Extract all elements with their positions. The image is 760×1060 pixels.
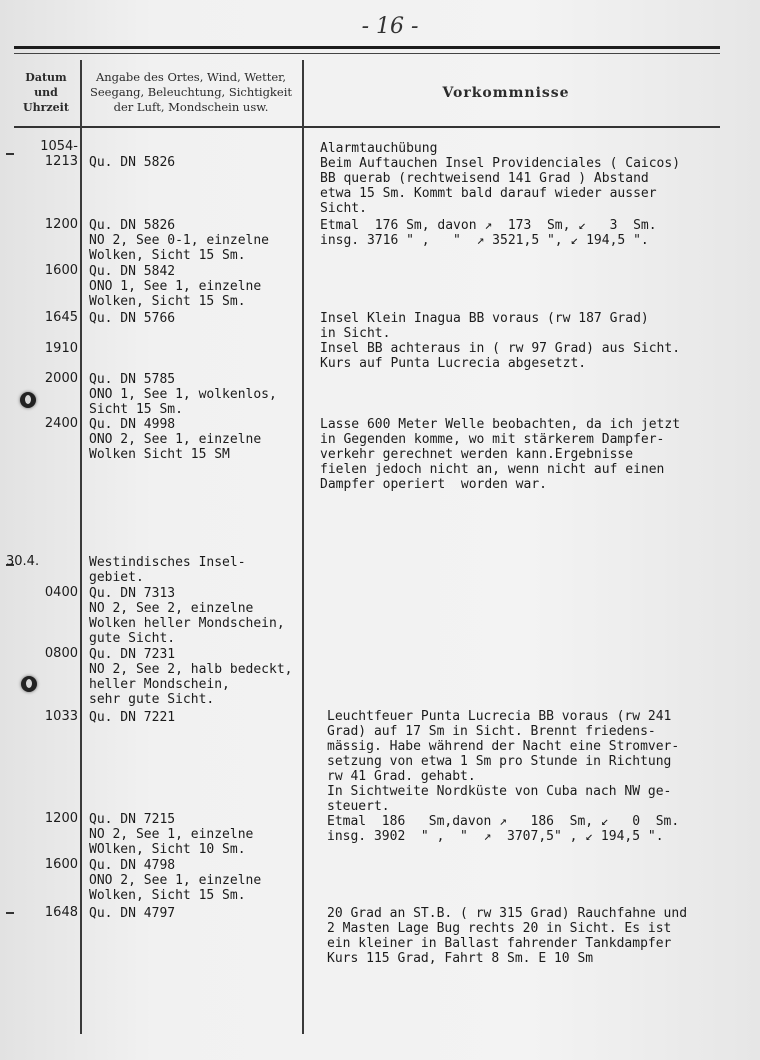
event-line: BB querab (rechtweisend 141 Grad ) Abstand — [320, 171, 649, 186]
event-line: in Gegenden komme, wo mit stärkerem Dampfer- — [320, 432, 665, 447]
event-line: Beim Auftauchen Insel Providenciales ( Caicos) — [320, 156, 681, 171]
header-angabe-line: Seegang, Beleuchtung, Sichtigkeit — [89, 85, 293, 99]
weather-line: ONO 2, See 1, einzelne — [89, 432, 262, 447]
etmal-total-line: insg. 3716 " , " ↗ 3521,5 ", ↙ 194,5 ". — [320, 233, 649, 248]
event-line: Lasse 600 Meter Welle beobachten, da ich jetzt — [320, 417, 681, 432]
moon-phase-icon — [21, 676, 37, 692]
time-entry: 1645 — [44, 310, 78, 325]
date-entry: 30.4. — [6, 554, 40, 569]
event-line: In Sichtweite Nordküste von Cuba nach NW ge- — [327, 784, 672, 799]
event-line: Dampfer operiert worden war. — [320, 477, 547, 492]
time-entry: 1213 — [44, 154, 78, 169]
header-datum-line: und — [34, 86, 58, 99]
etmal-line: Etmal 176 Sm, davon ↗ 173 Sm, ↙ 3 Sm. — [320, 218, 657, 233]
location-line: Qu. DN 4998 — [89, 417, 176, 432]
weather-line: gute Sicht. — [89, 631, 176, 646]
time-entry: 1033 — [44, 709, 78, 724]
weather-line: NO 2, See 2, einzelne — [89, 601, 254, 616]
top-rule-thin — [14, 53, 720, 54]
time-entry: 1648 — [44, 905, 78, 920]
event-line: verkehr gerechnet werden kann.Ergebnisse — [320, 447, 634, 462]
event-line: fielen jedoch nicht an, wenn nicht auf einen — [320, 462, 665, 477]
weather-line: Sicht 15 Sm. — [89, 402, 183, 417]
weather-line: Wolken, Sicht 15 Sm. — [89, 248, 246, 263]
weather-line: ONO 2, See 1, einzelne — [89, 873, 262, 888]
time-entry: 2000 — [44, 371, 78, 386]
weather-line: WOlken, Sicht 10 Sm. — [89, 842, 246, 857]
column-divider-2 — [302, 60, 304, 1034]
event-line: Sicht. — [320, 201, 367, 216]
event-line: etwa 15 Sm. Kommt bald darauf wieder ausser — [320, 186, 657, 201]
time-entry: 1200 — [44, 217, 78, 232]
weather-line: heller Mondschein, — [89, 677, 230, 692]
weather-line: ONO 1, See 1, wolkenlos, — [89, 387, 277, 402]
time-entry: 1910 — [44, 341, 78, 356]
page-number: - 16 - — [361, 14, 419, 39]
weather-line: NO 2, See 2, halb bedeckt, — [89, 662, 293, 677]
location-line: Qu. DN 7231 — [89, 647, 176, 662]
event-line: rw 41 Grad. gehabt. — [327, 769, 476, 784]
time-entry: 1600 — [44, 263, 78, 278]
etmal-line: Etmal 186 Sm,davon ↗ 186 Sm, ↙ 0 Sm. — [327, 814, 680, 829]
weather-line: NO 2, See 1, einzelne — [89, 827, 254, 842]
event-line: steuert. — [327, 799, 390, 814]
top-rule — [14, 46, 720, 49]
header-angabe-line: der Luft, Mondschein usw. — [113, 100, 269, 114]
column-divider-1 — [80, 60, 82, 1034]
event-line: setzung von etwa 1 Sm pro Stunde in Richtung — [327, 754, 672, 769]
location-line: Qu. DN 5826 — [89, 218, 176, 233]
location-line: gebiet. — [89, 570, 144, 585]
header-datum — [14, 70, 78, 115]
etmal-total-line: insg. 3902 " , " ↗ 3707,5" , ↙ 194,5 ". — [327, 829, 664, 844]
time-entry: 1200 — [44, 811, 78, 826]
event-line: ein kleiner in Ballast fahrender Tankdampfer — [327, 936, 672, 951]
event-line: Insel Klein Inagua BB voraus (rw 187 Grad) — [320, 311, 649, 326]
event-line: Grad) auf 17 Sm in Sicht. Brennt friedens- — [327, 724, 656, 739]
location-line: Qu. DN 5785 — [89, 372, 176, 387]
time-entry: 1600 — [44, 857, 78, 872]
location-line: Westindisches Insel- — [89, 555, 246, 570]
header-angabe-line: Angabe des Ortes, Wind, Wetter, — [95, 70, 287, 84]
weather-line: sehr gute Sicht. — [89, 692, 215, 707]
event-line: 20 Grad an ST.B. ( rw 315 Grad) Rauchfahne und — [327, 906, 688, 921]
event-line: mässig. Habe während der Nacht eine Stromver- — [327, 739, 680, 754]
header-datum-line: Datum — [25, 71, 67, 84]
header-vorkommnisse: Vorkommnisse — [442, 85, 570, 101]
weather-line: ONO 1, See 1, einzelne — [89, 279, 262, 294]
header-datum-line: Uhrzeit — [23, 101, 69, 114]
location-line: Qu. DN 5826 — [89, 155, 176, 170]
time-entry: 2400 — [44, 416, 78, 431]
weather-line: Wolken, Sicht 15 Sm. — [89, 294, 246, 309]
time-entry: 0400 — [44, 585, 78, 600]
location-line: Qu. DN 4797 — [89, 906, 176, 921]
header-rule — [14, 126, 720, 128]
location-line: Qu. DN 5766 — [89, 311, 176, 326]
header-angabe — [84, 70, 298, 115]
moon-phase-icon — [20, 392, 36, 408]
time-entry: 0800 — [44, 646, 78, 661]
location-line: Qu. DN 5842 — [89, 264, 176, 279]
location-line: Qu. DN 7215 — [89, 812, 176, 827]
event-line: Insel BB achteraus in ( rw 97 Grad) aus Sicht. — [320, 341, 681, 356]
location-line: Qu. DN 4798 — [89, 858, 176, 873]
event-line: Alarmtauchübung — [320, 141, 438, 156]
event-line: Kurs 115 Grad, Fahrt 8 Sm. E 10 Sm — [327, 951, 594, 966]
weather-line: NO 2, See 0-1, einzelne — [89, 233, 270, 248]
event-line: Kurs auf Punta Lucrecia abgesetzt. — [320, 356, 587, 371]
location-line: Qu. DN 7313 — [89, 586, 176, 601]
event-line: in Sicht. — [320, 326, 391, 341]
weather-line: Wolken, Sicht 15 Sm. — [89, 888, 246, 903]
weather-line: Wolken heller Mondschein, — [89, 616, 285, 631]
weather-line: Wolken Sicht 15 SM — [89, 447, 230, 462]
location-line: Qu. DN 7221 — [89, 710, 176, 725]
time-entry: 1054- — [40, 139, 78, 154]
event-line: 2 Masten Lage Bug rechts 20 in Sicht. Es ist — [327, 921, 672, 936]
event-line: Leuchtfeuer Punta Lucrecia BB voraus (rw 241 — [327, 709, 672, 724]
